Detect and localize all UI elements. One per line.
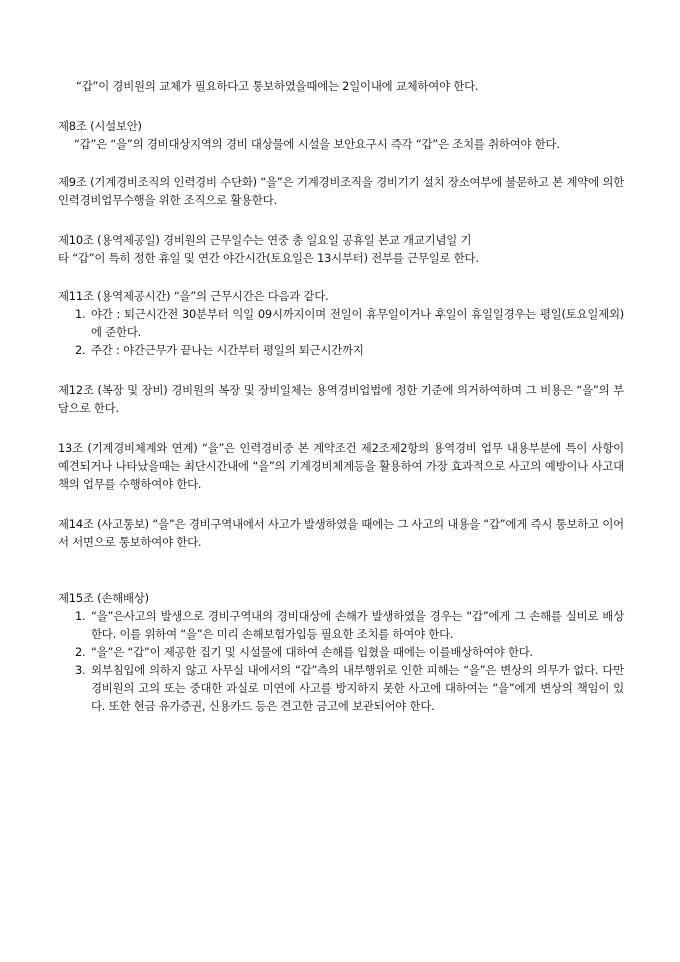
list-item — [58, 607, 624, 643]
article-9-text: 제9조 (기계경비조직의 인력경비 수단화) “을”은 기계경비조직을 경비기기 설치 장소여부에 불문하고 본 계약에 의한 인력경비업무수행을 위한 조직으로 활용한다. — [58, 175, 624, 207]
article-10 — [58, 231, 624, 267]
list-item — [58, 661, 624, 715]
list-item — [58, 305, 624, 341]
intro-paragraph: “갑”이 경비원의 교체가 필요하다고 통보하였을때에는 2일이내에 교체하여야 한다. — [76, 79, 479, 93]
list-item-number: 3. — [75, 663, 86, 677]
article-12 — [58, 381, 624, 417]
article-10-line-1: 제10조 (용역제공일) 경비원의 근무일수는 연중 총 일요일 공휴일 본교 개교기념일 기 — [58, 233, 472, 247]
article-13 — [58, 439, 624, 493]
list-item-text: 주간 : 야간근무가 끝나는 시간부터 평일의 퇴근시간까지 — [91, 343, 364, 357]
article-14 — [58, 515, 624, 551]
list-item-text: 야간 : 퇴근시간전 30분부터 익일 09시까지이며 전일이 휴무일이거나 후일이 휴일일경우는 평일(토요일제외)에 준한다. — [91, 307, 624, 339]
article-8-body: “갑”은 “을”의 경비대상지역의 경비 대상물에 시설을 보안요구시 즉각 “갑”은 조치를 취하여야 한다. — [74, 137, 560, 151]
list-item-text: “을”은사고의 발생으로 경비구역내의 경비대상에 손해가 발생하였을 경우는 “갑”에게 그 손해를 실비로 배상한다. 이를 위하여 “을”은 미리 손해보험가입등 필요한 조치를 하여야 한다. — [91, 609, 624, 641]
list-item — [58, 341, 624, 359]
list-item-text: “을”은 “갑”이 제공한 집기 및 시설물에 대하여 손해를 입혔을 때에는 이를배상하여야 한다. — [91, 645, 533, 659]
article-15 — [58, 589, 624, 715]
article-8-heading: 제8조 (시설보안) — [58, 119, 142, 133]
article-14-text: 제14조 (사고통보) “을”은 경비구역내에서 사고가 발생하였을 때에는 그 사고의 내용을 “갑”에게 즉시 통보하고 이어서 서면으로 통보하여야 한다. — [58, 517, 624, 549]
list-item-text: 외부침입에 의하지 않고 사무실 내에서의 “갑”측의 내부행위로 인한 피해는 “을”은 변상의 의무가 없다. 다만 경비원의 고의 또는 중대한 과실로 미연에 사고를 방지하지 못한 사고에 대하여는 “을”에게 변상의 책임이 있다. 또한 현금 유가증권, 신용카드 등은 견고한 금고에 보관되어야 한다. — [91, 663, 624, 713]
article-11 — [58, 287, 624, 359]
article-11-list — [58, 305, 624, 359]
article-11-heading: 제11조 (용역제공시간) “을”의 근무시간은 다음과 같다. — [58, 289, 329, 303]
list-item-number: 1. — [75, 307, 86, 321]
article-12-text: 제12조 (복장 및 장비) 경비원의 복장 및 장비일체는 용역경비업법에 정한 기준에 의거하여하며 그 비용은 “을”의 부담으로 한다. — [58, 383, 624, 415]
list-item — [58, 643, 624, 661]
article-10-line-2: 타 “갑”이 특히 정한 휴일 및 연간 야간시간(토요일은 13시부터) 전부를 근무일로 한다. — [58, 251, 479, 265]
article-8 — [58, 117, 624, 153]
article-15-list — [58, 607, 624, 715]
article-15-heading: 제15조 (손해배상) — [58, 591, 149, 605]
article-9 — [58, 173, 624, 209]
list-item-number: 2. — [75, 343, 86, 357]
article-13-text: 13조 (기계경비체계와 연계) “을”은 인력경비중 본 계약조건 제2조제2항의 용역경비 업무 내용부분에 특이 사항이 예견되거나 나타났을때는 최단시간내에 “을”의 기계경비체계등을 활용하여 가장 효과적으로 사고의 예방이나 사고대책의 업무를 수행하여야 한다. — [58, 441, 624, 491]
list-item-number: 2. — [75, 645, 86, 659]
list-item-number: 1. — [75, 609, 86, 623]
